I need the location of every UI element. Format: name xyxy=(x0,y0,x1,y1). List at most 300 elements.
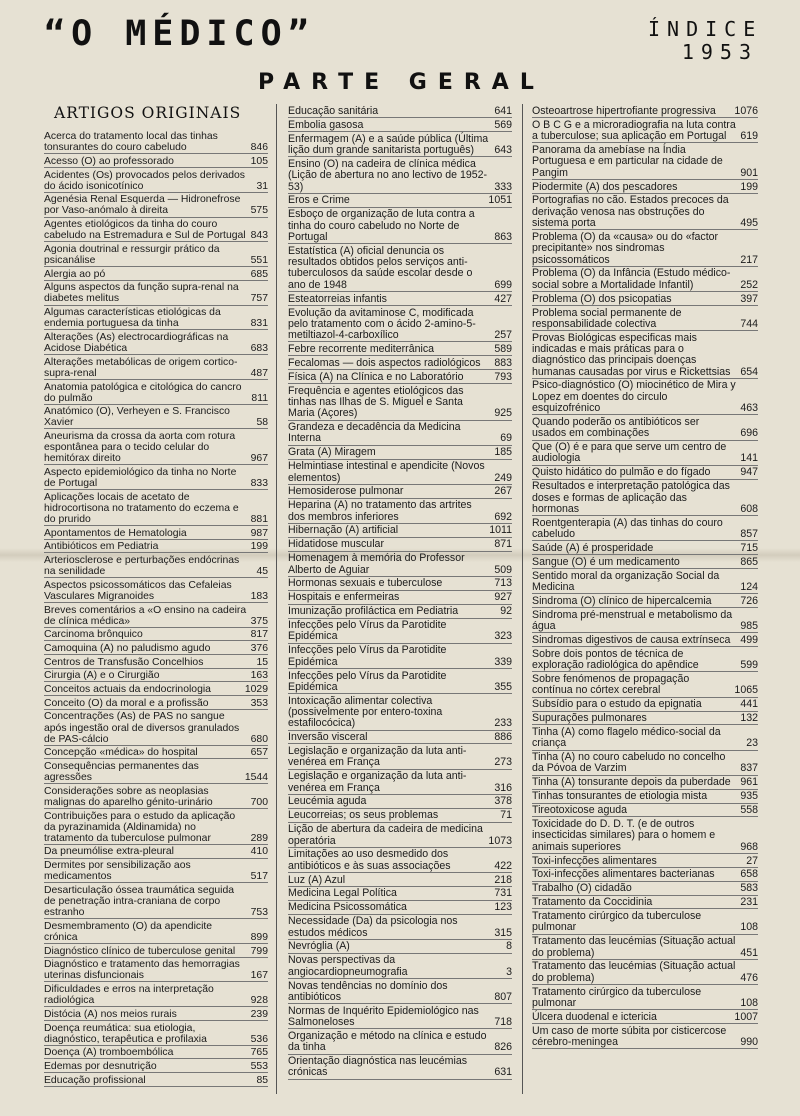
entry-page-number: 807 xyxy=(494,990,512,1003)
entry-page-number: 985 xyxy=(740,620,758,633)
entry-title: Acidentes (Os) provocados pelos derivados do ácido isonicotínico xyxy=(44,169,245,192)
index-entry xyxy=(44,657,268,669)
entry-title: Sobre fenómenos de propagação contínua no córtex cerebral xyxy=(532,673,690,697)
index-entry xyxy=(44,282,268,305)
entry-title: Educação profissional xyxy=(44,1074,146,1086)
entry-page-number: 1073 xyxy=(488,834,512,847)
entry-title: Helmintiase intestinal e apendicite (Novos elementos) xyxy=(288,460,485,484)
entry-page-number: 793 xyxy=(494,370,512,383)
entry-page-number: 353 xyxy=(250,697,268,709)
index-entry xyxy=(44,541,268,553)
index-entry xyxy=(532,294,758,306)
entry-title: Provas Biológicas especificas mais indicadas e mais práticas para o diagnóstico das principais doenças humanas causadas por virus e Rickettsias xyxy=(532,331,731,378)
entry-page-number: 731 xyxy=(494,887,512,900)
index-entry xyxy=(288,849,512,873)
entry-page-number: 765 xyxy=(250,1047,268,1059)
entry-title: Estatística (A) oficial denuncia os resultados obtidos pelos serviços anti-tuberculosos da saúde escolar desde o ano de 1948 xyxy=(288,244,473,291)
index-entry xyxy=(44,921,268,944)
entry-title: Acesso (O) ao professorado xyxy=(44,155,174,167)
entry-title: Física (A) na Clínica e no Laboratório xyxy=(288,370,464,383)
entry-title: Arteriosclerose e perturbações endócrinas na senilidade xyxy=(44,554,240,578)
index-entry xyxy=(532,791,758,803)
entry-page-number: 843 xyxy=(250,230,268,242)
entry-title: Camoquina (A) no paludismo agudo xyxy=(44,643,211,654)
entry-title: Problema (O) da «causa» ou do «factor precipitante» nos sindromas psicossomáticos xyxy=(532,230,719,266)
index-entry xyxy=(288,888,512,900)
entry-page-number: 69 xyxy=(500,432,512,445)
entry-page-number: 715 xyxy=(740,541,758,554)
entry-title: Agonia doutrinal e ressurgir prático da psicanálise xyxy=(44,243,220,266)
entry-page-number: 536 xyxy=(250,1033,268,1045)
index-entry xyxy=(288,134,512,158)
entry-title: Imunização profiláctica em Pediatria xyxy=(288,605,459,618)
entry-title: Cirurgia (A) e o Cirurgião xyxy=(44,670,160,682)
entry-page-number: 935 xyxy=(740,790,758,803)
index-entry xyxy=(532,467,758,479)
entry-title: Um caso de morte súbita por cisticercose cérebro-meningea xyxy=(532,1024,727,1049)
entry-page-number: 901 xyxy=(740,166,758,179)
entry-title: Hospitais e enfermeiras xyxy=(288,591,400,604)
entry-title: Dificuldades e erros na interpretação radiológica xyxy=(44,984,214,1007)
entry-title: Infecções pelo Vírus da Parotidite Epidémica xyxy=(288,644,447,668)
entry-title: Grandeza e decadência da Medicina Interna xyxy=(288,421,461,445)
entry-title: Tinha (A) tonsurante depois da puberdade xyxy=(532,776,731,789)
entry-title: Úlcera duodenal e ictericia xyxy=(532,1010,657,1023)
entry-title: Toxi-infecções alimentares bacterianas xyxy=(532,868,715,881)
entry-page-number: 499 xyxy=(740,633,758,646)
entry-page-number: 987 xyxy=(250,527,268,539)
index-entry xyxy=(44,406,268,429)
entry-page-number: 183 xyxy=(250,590,268,602)
entry-page-number: 899 xyxy=(250,931,268,943)
index-entry xyxy=(532,819,758,854)
entry-page-number: 865 xyxy=(740,555,758,568)
entry-page-number: 799 xyxy=(250,945,268,957)
entry-title: Tratamento cirúrgico da tuberculose pulmonar xyxy=(532,910,702,934)
entry-page-number: 863 xyxy=(494,230,512,243)
entry-title: Infecções pelo Vírus da Parotidite Epidémica xyxy=(288,669,447,693)
index-entry xyxy=(288,447,512,459)
index-entry xyxy=(288,981,512,1005)
entry-title: Intoxicação alimentar colectiva (possivelmente por entero-toxina estafilocócica) xyxy=(288,694,443,730)
index-entry xyxy=(532,106,758,118)
column-divider xyxy=(522,104,523,1094)
entry-page-number: 92 xyxy=(500,605,512,618)
entry-title: O B C G e a microradiografia na luta contra a tuberculose; sua aplicação em Portugal xyxy=(532,118,736,143)
entry-title: Dermites por sensibilização aos medicamentos xyxy=(44,860,191,883)
index-entry xyxy=(44,431,268,465)
entry-page-number: 817 xyxy=(250,629,268,641)
index-entry xyxy=(44,1075,268,1087)
entry-title: Agenésia Renal Esquerda — Hidronefrose por Vaso-anómalo à direita xyxy=(44,194,241,217)
entry-title: Agentes etiológicos da tinha do couro cabeludo na Estremadura e Sul de Portugal xyxy=(44,219,246,242)
entry-title: Novas perspectivas da angiocardiopneumografia xyxy=(288,954,408,978)
index-entry xyxy=(532,268,758,292)
entry-page-number: 990 xyxy=(740,1036,758,1049)
entry-page-number: 71 xyxy=(500,809,512,822)
index-entry xyxy=(44,580,268,603)
entry-page-number: 871 xyxy=(494,538,512,551)
entry-page-number: 132 xyxy=(740,712,758,725)
entry-page-number: 1007 xyxy=(734,1010,758,1023)
index-entry xyxy=(532,182,758,194)
entry-title: Centros de Transfusão Concelhios xyxy=(44,656,204,668)
index-entry xyxy=(44,1023,268,1046)
entry-page-number: 599 xyxy=(740,659,758,672)
entry-title: Problema (O) da Infância (Estudo médico-social sobre a Mortalidade Infantil) xyxy=(532,267,731,291)
index-entry xyxy=(288,746,512,770)
entry-page-number: 27 xyxy=(746,854,758,867)
entry-title: Diagnóstico e tratamento das hemorragias uterinas disfuncionais xyxy=(44,959,240,982)
entry-page-number: 124 xyxy=(740,580,758,593)
index-entry xyxy=(288,916,512,940)
entry-title: Sindroma pré-menstrual e metabolismo da água xyxy=(532,608,733,633)
index-entry xyxy=(288,955,512,979)
index-entry xyxy=(288,810,512,822)
index-entry xyxy=(288,696,512,731)
index-entry xyxy=(44,307,268,330)
entry-page-number: 267 xyxy=(494,485,512,498)
entry-title: Homenagem à memória do Professor Alberto de Aguiar xyxy=(288,552,465,576)
entry-page-number: 846 xyxy=(250,142,268,154)
entry-title: Diagnóstico clínico de tuberculose genital xyxy=(44,945,236,957)
entry-title: Anatomia patológica e citológica do cancro do pulmão xyxy=(44,381,242,404)
entry-page-number: 451 xyxy=(740,946,758,959)
entry-title: Legislação e organização da luta anti-venérea em França xyxy=(288,745,467,769)
entry-page-number: 105 xyxy=(250,155,268,167)
index-entry xyxy=(532,987,758,1011)
entry-title: Evolução da avitaminose C, modificada pelo tratamento com o ácido 2-amino-5-metiltiazol-4-carboxílico xyxy=(288,306,476,342)
index-entry xyxy=(288,344,512,356)
index-entry xyxy=(288,422,512,446)
entry-title: Educação sanitária xyxy=(288,105,379,117)
index-entry xyxy=(44,332,268,355)
index-entry xyxy=(532,805,758,817)
index-entry xyxy=(44,492,268,526)
index-entry xyxy=(44,382,268,405)
entry-page-number: 45 xyxy=(256,566,268,578)
entry-title: Tratamento cirúrgico da tuberculose pulmonar xyxy=(532,985,702,1009)
entry-page-number: 726 xyxy=(740,594,758,607)
entry-title: Edemas por desnutrição xyxy=(44,1060,157,1072)
entry-title: Hibernação (A) artificial xyxy=(288,524,399,537)
entry-page-number: 463 xyxy=(740,402,758,415)
index-entry xyxy=(288,358,512,370)
index-entry xyxy=(532,897,758,909)
entry-title: Ensino (O) na cadeira de clínica médica (Lição de abertura no ano lectivo de 1952-53) xyxy=(288,157,488,193)
entry-page-number: 685 xyxy=(250,268,268,280)
entry-title: Conceitos actuais da endocrinologia xyxy=(44,684,211,696)
entry-title: Problema social permanente de responsabilidade colectiva xyxy=(532,306,682,330)
index-entry xyxy=(532,596,758,608)
entry-page-number: 427 xyxy=(494,292,512,305)
index-entry xyxy=(288,209,512,244)
index-entry xyxy=(44,761,268,784)
entry-title: Aplicações locais de acetato de hidrocortisona no tratamento do eczema e do prurido xyxy=(44,491,239,525)
index-entry xyxy=(532,232,758,267)
index-year: 1953 xyxy=(681,40,758,64)
entry-title: Embolia gasosa xyxy=(288,118,364,131)
entry-page-number: 289 xyxy=(250,832,268,844)
entry-page-number: 85 xyxy=(256,1074,268,1086)
entry-title: Heparina (A) no tratamento das artrites dos membros inferiores xyxy=(288,499,472,523)
entry-title: Osteoartrose hipertrofiante progressiva xyxy=(532,105,716,117)
entry-page-number: 1011 xyxy=(489,524,512,537)
entry-title: Medicina Psicossomática xyxy=(288,901,407,914)
index-entry xyxy=(288,372,512,384)
index-entry xyxy=(532,120,758,144)
entry-page-number: 509 xyxy=(494,563,512,576)
entry-page-number: 58 xyxy=(256,417,268,429)
index-entry xyxy=(44,1047,268,1059)
entry-title: Anatómico (O), Verheyen e S. Francisco Xavier xyxy=(44,406,230,429)
entry-page-number: 1051 xyxy=(488,194,512,207)
index-entry xyxy=(288,1006,512,1030)
entry-page-number: 378 xyxy=(494,795,512,808)
index-entry xyxy=(288,386,512,421)
entry-page-number: 517 xyxy=(250,871,268,883)
entry-page-number: 837 xyxy=(740,762,758,775)
entry-title: Tratamento da Coccidinia xyxy=(532,896,653,909)
entry-page-number: 199 xyxy=(740,180,758,193)
entry-page-number: 375 xyxy=(250,615,268,627)
entry-page-number: 217 xyxy=(740,253,758,266)
index-entry xyxy=(532,1012,758,1024)
entry-title: Consequências permanentes das agressões xyxy=(44,761,199,784)
index-entry xyxy=(44,846,268,858)
index-entry xyxy=(532,635,758,647)
index-entry xyxy=(288,120,512,132)
entry-page-number: 744 xyxy=(740,317,758,330)
entry-title: Desmembramento (O) da apendicite crónica xyxy=(44,920,213,943)
index-entry xyxy=(44,946,268,958)
entry-page-number: 696 xyxy=(740,427,758,440)
index-entry xyxy=(288,796,512,808)
index-entry xyxy=(532,195,758,230)
entry-title: Conceito (O) da moral e a profissão xyxy=(44,697,209,709)
entry-page-number: 886 xyxy=(494,731,512,744)
entry-title: Sangue (O) é um medicamento xyxy=(532,555,680,568)
entry-title: Distócia (A) nos meios rurais xyxy=(44,1008,177,1020)
index-entry xyxy=(288,294,512,306)
entry-page-number: 657 xyxy=(250,747,268,759)
entry-page-number: 551 xyxy=(250,255,268,266)
entry-title: Hidatidose muscular xyxy=(288,538,384,551)
index-entry xyxy=(44,555,268,578)
entry-page-number: 811 xyxy=(251,392,268,404)
entry-title: Quando poderão os antibióticos ser usados em combinações xyxy=(532,415,700,440)
entry-title: Portografias no cão. Estados precoces da derivação venosa nas obstruções do sistema porta xyxy=(532,194,729,230)
entry-title: Luz (A) Azul xyxy=(288,873,346,886)
index-entry xyxy=(288,461,512,485)
entry-list xyxy=(532,106,758,1049)
entry-title: Carcinoma brônquico xyxy=(44,629,143,641)
entry-page-number: 218 xyxy=(494,873,512,886)
index-entry xyxy=(532,649,758,673)
index-label: ÍNDICE xyxy=(648,17,763,41)
entry-title: Concentrações (As) de PAS no sangue após ingestão oral de diversos granulados de PAS-cálcio xyxy=(44,711,240,745)
index-entry xyxy=(288,1031,512,1055)
journal-title: “O MÉDICO” xyxy=(44,14,315,54)
index-entry xyxy=(44,684,268,696)
entry-title: Panorama da amebíase na Índia Portuguesa e em particular na cidade de Pangim xyxy=(532,144,723,179)
entry-title: Aspectos psicossomáticos das Cefaleias Vasculares Migranoides xyxy=(44,579,232,602)
index-entry xyxy=(288,308,512,343)
index-entry xyxy=(288,195,512,207)
entry-page-number: 3 xyxy=(506,965,512,978)
entry-page-number: 476 xyxy=(740,971,758,984)
entry-page-number: 15 xyxy=(256,656,268,668)
index-entry xyxy=(532,145,758,180)
index-entry xyxy=(288,500,512,524)
entry-title: Que (O) é e para que serve um centro de audiologia xyxy=(532,441,727,465)
entry-page-number: 376 xyxy=(250,643,268,654)
index-entry xyxy=(288,592,512,604)
entry-title: Esteatorreias infantis xyxy=(288,292,387,305)
entry-title: Contribuições para o estudo da aplicação da pyrazinamida (Aldinamida) no tratamento da tuberculose pulmonar xyxy=(44,810,236,844)
entry-title: Doença (A) tromboembólica xyxy=(44,1047,174,1059)
index-entry xyxy=(288,671,512,695)
index-entry xyxy=(44,885,268,919)
entry-title: Sindroma (O) clínico de hipercalcemia xyxy=(532,594,712,607)
index-column-2 xyxy=(288,106,512,1081)
entry-title: Tratamento das leucémias (Situação actual do problema) xyxy=(532,960,736,984)
index-entry xyxy=(44,1009,268,1021)
index-entry xyxy=(44,194,268,217)
entry-title: Nevróglia (A) xyxy=(288,940,350,953)
entry-page-number: 108 xyxy=(740,996,758,1009)
index-entry xyxy=(532,543,758,555)
column-divider xyxy=(276,104,277,1094)
entry-page-number: 619 xyxy=(740,130,758,143)
entry-page-number: 315 xyxy=(494,926,512,939)
entry-title: Alguns aspectos da função supra-renal na diabetes melitus xyxy=(44,282,239,305)
entry-page-number: 1544 xyxy=(244,772,268,784)
section-title: PARTE GERAL xyxy=(258,70,545,95)
entry-title: Tratamento das leucémias (Situação actual do problema) xyxy=(532,935,736,959)
entry-page-number: 654 xyxy=(740,365,758,378)
entry-title: Doença reumática: sua etiologia, diagnóstico, terapêutica e profilaxia xyxy=(44,1022,207,1045)
index-entry xyxy=(532,333,758,379)
entry-page-number: 967 xyxy=(250,453,268,465)
index-entry xyxy=(288,486,512,498)
entry-title: Organização e método na clínica e estudo da tinha xyxy=(288,1029,487,1054)
entry-page-number: 553 xyxy=(250,1060,268,1072)
entry-title: Apontamentos de Hematologia xyxy=(44,527,187,539)
index-entry xyxy=(44,959,268,982)
entry-title: Enfermagem (A) e a saúde pública (Última lição dum grande sanitarista português) xyxy=(288,132,489,157)
index-entry xyxy=(44,467,268,490)
index-entry xyxy=(532,777,758,789)
index-entry xyxy=(288,1056,512,1080)
entry-title: Supurações pulmonares xyxy=(532,712,647,725)
index-entry xyxy=(44,984,268,1007)
entry-page-number: 231 xyxy=(740,896,758,909)
entry-page-number: 833 xyxy=(250,478,268,490)
entry-page-number: 323 xyxy=(494,630,512,643)
index-entry xyxy=(44,244,268,267)
entry-title: Limitações ao uso desmedido dos antibióticos e às suas associações xyxy=(288,848,451,872)
entry-page-number: 355 xyxy=(494,680,512,693)
entry-page-number: 831 xyxy=(250,318,268,330)
entry-page-number: 441 xyxy=(740,698,758,711)
index-entry xyxy=(44,357,268,380)
index-entry xyxy=(288,902,512,914)
entry-page-number: 589 xyxy=(494,342,512,355)
entry-title: Considerações sobre as neoplasias malignas do aparelho génito-urinário xyxy=(44,785,213,808)
index-entry xyxy=(532,752,758,776)
entry-title: Grata (A) Miragem xyxy=(288,446,376,459)
entry-page-number: 713 xyxy=(494,577,512,590)
entry-title: Antibióticos em Pediatria xyxy=(44,541,159,553)
entry-page-number: 658 xyxy=(740,868,758,881)
index-entry xyxy=(44,629,268,641)
entry-page-number: 925 xyxy=(494,407,512,420)
entry-title: Quisto hidático do pulmão e do fígado xyxy=(532,466,711,479)
entry-title: Legislação e organização da luta anti-venérea em França xyxy=(288,770,467,794)
entry-title: Tinhas tonsurantes de etiologia mista xyxy=(532,790,708,803)
entry-page-number: 1076 xyxy=(734,105,758,117)
entry-title: Normas de Inquérito Epidemiológico nas Salmoneloses xyxy=(288,1004,479,1029)
index-entry xyxy=(44,860,268,883)
entry-title: Problema (O) dos psicopatias xyxy=(532,292,672,305)
entry-title: Concepção «médica» do hospital xyxy=(44,747,198,759)
entry-title: Da pneumólise extra-pleural xyxy=(44,846,174,858)
entry-title: Leucorreias; os seus problemas xyxy=(288,809,439,822)
entry-title: Trabalho (O) cidadão xyxy=(532,882,632,895)
entry-page-number: 233 xyxy=(494,717,512,730)
entry-page-number: 199 xyxy=(250,541,268,553)
entry-title: Algumas características etiológicas da endemia portuguesa da tinha xyxy=(44,307,221,330)
index-entry xyxy=(44,711,268,745)
index-entry xyxy=(288,941,512,953)
entry-page-number: 718 xyxy=(494,1016,512,1029)
index-entry xyxy=(288,606,512,618)
index-entry xyxy=(288,159,512,194)
index-entry xyxy=(44,131,268,154)
entry-title: Necessidade (Da) da psicologia nos estudos médicos xyxy=(288,915,458,939)
entry-title: Hormonas sexuais e tuberculose xyxy=(288,577,443,590)
index-entry xyxy=(44,528,268,540)
entry-title: Piodermite (A) dos pescadores xyxy=(532,180,678,193)
index-entry xyxy=(532,1026,758,1050)
index-entry xyxy=(44,170,268,193)
entry-page-number: 273 xyxy=(494,756,512,769)
entry-page-number: 857 xyxy=(740,528,758,540)
entry-page-number: 608 xyxy=(740,502,758,515)
entry-page-number: 167 xyxy=(250,970,268,982)
entry-title: Lição de abertura da cadeira de medicina operatória xyxy=(288,823,483,847)
entry-title: Alergia ao pó xyxy=(44,268,106,280)
entry-page-number: 569 xyxy=(494,118,512,131)
entry-list xyxy=(44,131,268,1087)
index-entry xyxy=(532,674,758,698)
entry-page-number: 239 xyxy=(250,1008,268,1020)
entry-title: Breves comentários a «O ensino na cadeira de clínica médica» xyxy=(44,604,247,627)
entry-title: Toxicidade do D. D. T. (e de outros insecticidas similares) para o homem e animais superiores xyxy=(532,818,716,853)
entry-title: Saúde (A) é prosperidade xyxy=(532,541,654,554)
entry-page-number: 927 xyxy=(494,591,512,604)
index-entry xyxy=(532,518,758,542)
entry-title: Novas tendências no domínio dos antibióticos xyxy=(288,979,448,1003)
index-entry xyxy=(532,727,758,751)
index-year-block xyxy=(648,17,763,64)
index-entry xyxy=(44,786,268,809)
index-entry xyxy=(44,269,268,281)
entry-page-number: 700 xyxy=(250,796,268,808)
entry-page-number: 495 xyxy=(740,217,758,230)
index-entry xyxy=(44,643,268,655)
